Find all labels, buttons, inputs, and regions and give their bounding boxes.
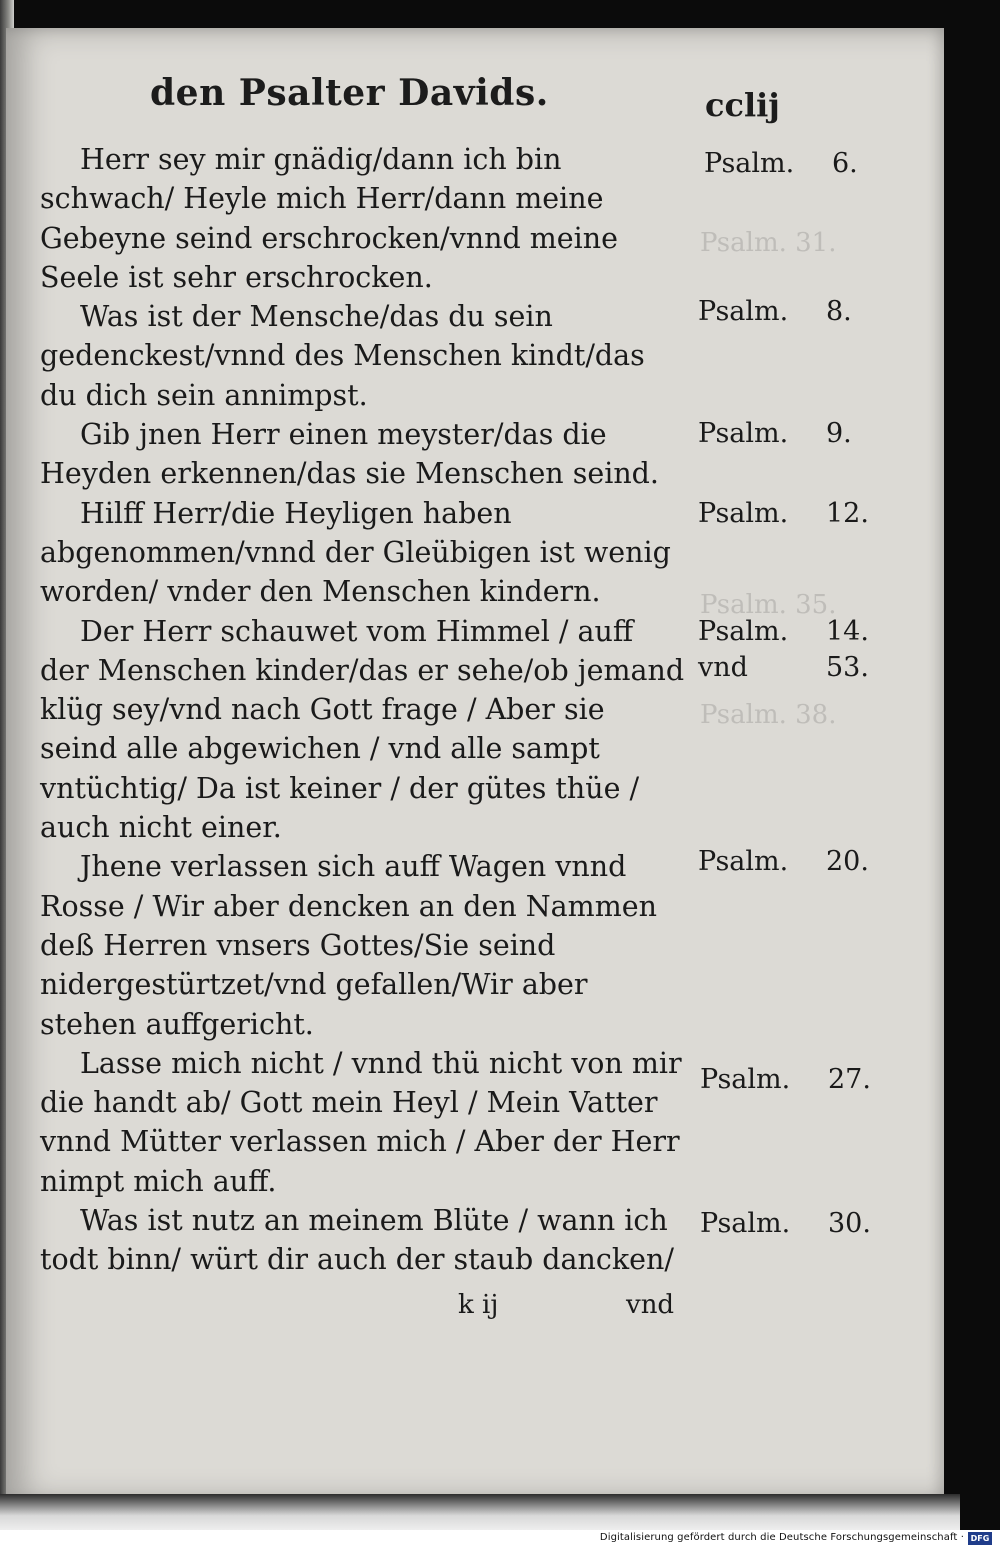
paragraph: Herr sey mir gnädig/dann ich bin schwach/ Heyle mich Herr/dann meine Gebeyne seind erschrocken/vnnd meine Seele ist sehr erschrocken. [40,143,619,294]
ref-label: Psalm. [700,1208,791,1239]
running-title: den Psalter Davids. [150,72,549,114]
show-through: Psalm. 35. [700,590,837,620]
paragraph: Lasse mich nicht / vnnd thü nicht von mir die handt ab/ Gott mein Heyl / Mein Vatter vnnd Mütter verlassen mich / Aber der Herr nimpt mich auff. [40,1046,682,1198]
ref-label: Psalm. [698,616,789,647]
digitization-credit: Digitalisierung gefördert durch die Deutsche Forschungsgemeinschaft · [599,1532,964,1543]
margin-reference [698,296,852,327]
ref-number: 14. [826,616,869,647]
dfg-logo: DFG [968,1532,992,1545]
ref-label: Psalm. [698,846,789,877]
ref-number: 27. [828,1064,871,1095]
margin-reference [700,1208,871,1239]
show-through: Psalm. 38. [700,700,837,730]
ref-number: 20. [826,846,869,877]
ref-label: Psalm. [698,296,789,327]
margin-reference [698,846,869,877]
ref-number: 12. [826,498,869,529]
catchword: vnd [626,1290,675,1320]
margin-reference [700,1064,871,1095]
ref-number: 30. [828,1208,871,1239]
folio-number: cclij [705,86,780,124]
ref-number: 9. [826,418,852,449]
margin-reference [698,652,869,683]
paragraph: Hilff Herr/die Heyligen haben abgenommen/vnnd der Gleübigen ist wenig worden/ vnder den Menschen kindern. [40,496,671,609]
ref-label: vnd [698,652,748,683]
show-through: Psalm. 31. [700,228,837,258]
ref-number: 8. [826,296,852,327]
ref-label: Psalm. [698,418,789,449]
paragraph: Jhene verlassen sich auff Wagen vnnd Rosse / Wir aber dencken an den Nammen deß Herren vnsers Gottes/Sie seind nidergestürtzet/vnd gefallen/Wir aber stehen auffgericht. [40,850,657,1041]
ref-label: Psalm. [700,1064,791,1095]
ref-number: 6. [832,148,858,179]
margin-reference [698,418,852,449]
paragraph: Der Herr schauwet vom Himmel / auff der Menschen kinder/das er sehe/ob jemand klüg sey/vnd nach Gott frage / Aber sie seind alle abgewichen / vnd alle sampt vntüchtig/ Da ist keiner / der gütes thüe / auch nicht einer. [40,614,685,845]
signature-mark: k ij [458,1290,499,1320]
margin-reference [704,148,858,179]
ref-label: Psalm. [698,498,789,529]
page-bottom-edge [0,1494,960,1530]
paragraph: Was ist der Mensche/das du sein gedenckest/vnnd des Menschen kindt/das du dich sein annimpst. [40,300,645,412]
ref-number: 53. [826,652,869,683]
paragraph: Gib jnen Herr einen meyster/das die Heyden erkennen/das sie Menschen seind. [40,418,659,491]
body-text [40,140,690,1280]
margin-reference [698,498,869,529]
margin-reference [698,616,869,647]
paragraph: Was ist nutz an meinem Blüte / wann ich todt binn/ würt dir auch der staub dancken/ [40,1204,674,1277]
ref-label: Psalm. [704,148,795,179]
